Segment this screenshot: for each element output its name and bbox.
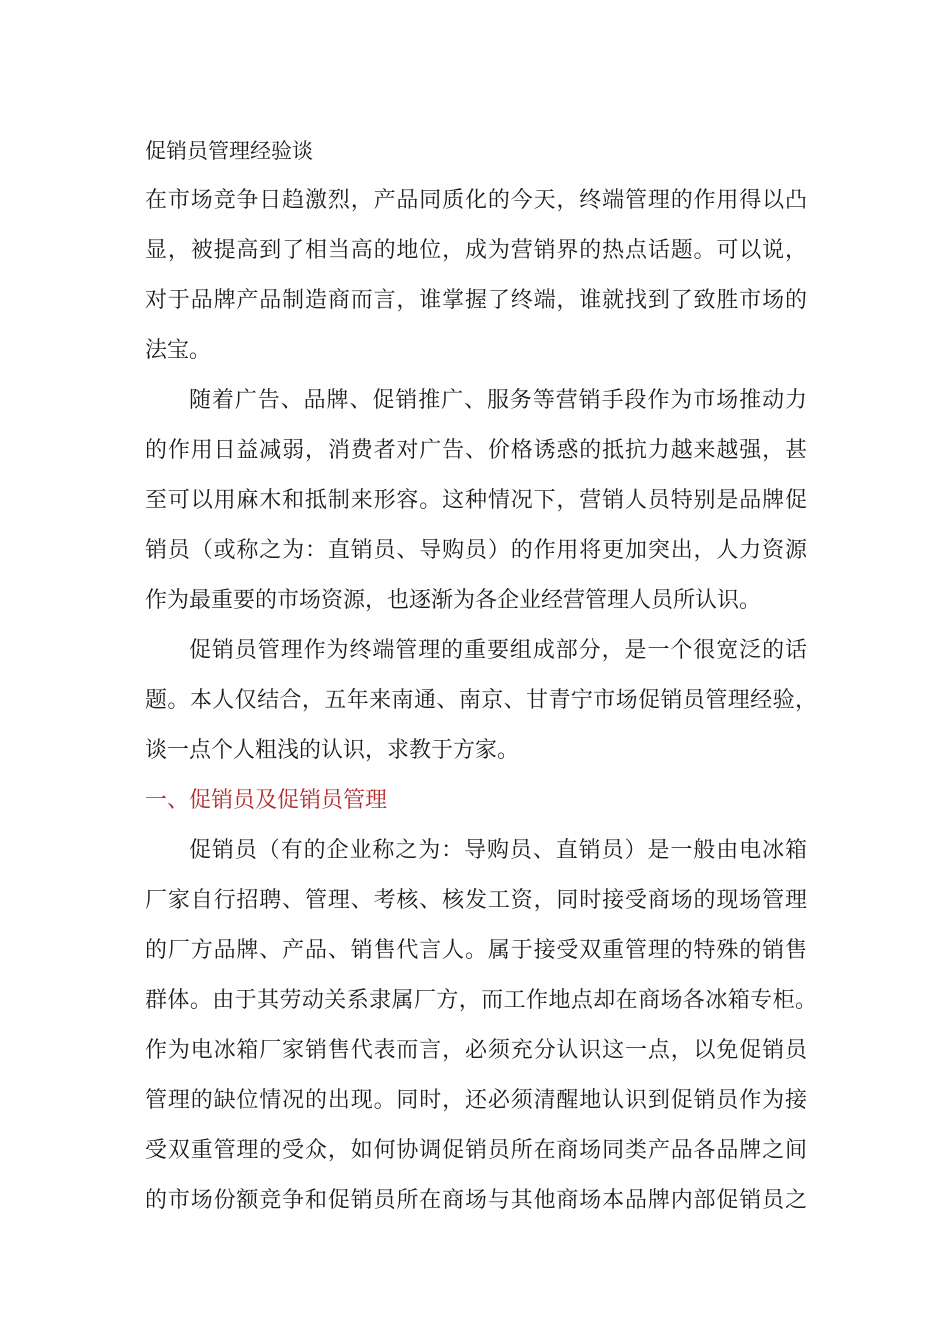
paragraph-line: 促销员管理作为终端管理的重要组成部分，是一个很宽泛的话 — [189, 638, 807, 663]
paragraph-line: 作为电冰箱厂家销售代表而言，必须充分认识这一点，以免促销员 — [145, 1038, 807, 1063]
paragraph-line: 群体。由于其劳动关系隶属厂方，而工作地点却在商场各冰箱专柜。 — [145, 988, 817, 1013]
paragraph-line: 对于品牌产品制造商而言，谁掌握了终端，谁就找到了致胜市场的 — [145, 288, 807, 313]
paragraph-line: 题。本人仅结合，五年来南通、南京、甘青宁市场促销员管理经验， — [145, 688, 817, 713]
paragraph-line: 谈一点个人粗浅的认识，求教于方家。 — [145, 738, 520, 763]
paragraph-line: 厂家自行招聘、管理、考核、核发工资，同时接受商场的现场管理 — [145, 888, 807, 913]
paragraph-line: 至可以用麻木和抵制来形容。这种情况下，营销人员特别是品牌促 — [145, 488, 807, 513]
paragraph-line: 作为最重要的市场资源，也逐渐为各企业经营管理人员所认识。 — [145, 588, 762, 613]
paragraph-line: 销员（或称之为：直销员、导购员）的作用将更加突出，人力资源 — [145, 538, 807, 563]
paragraph-line: 受双重管理的受众，如何协调促销员所在商场同类产品各品牌之间 — [145, 1138, 807, 1163]
document-title: 促销员管理经验谈 — [145, 139, 313, 163]
paragraph-line: 在市场竞争日趋激烈，产品同质化的今天，终端管理的作用得以凸 — [145, 188, 807, 213]
paragraph-line: 的作用日益减弱，消费者对广告、价格诱惑的抵抗力越来越强，甚 — [145, 438, 807, 463]
paragraph-line: 的市场份额竞争和促销员所在商场与其他商场本品牌内部促销员之 — [145, 1188, 807, 1213]
paragraph-line: 随着广告、品牌、促销推广、服务等营销手段作为市场推动力 — [189, 388, 807, 413]
section-heading: 一、促销员及促销员管理 — [145, 788, 388, 813]
paragraph-line: 法宝。 — [145, 338, 212, 363]
paragraph-line: 管理的缺位情况的出现。同时，还必须清醒地认识到促销员作为接 — [145, 1088, 807, 1113]
paragraph-line: 的厂方品牌、产品、销售代言人。属于接受双重管理的特殊的销售 — [145, 938, 807, 963]
paragraph-line: 显，被提高到了相当高的地位，成为营销界的热点话题。可以说， — [145, 238, 807, 263]
paragraph-line: 促销员（有的企业称之为：导购员、直销员）是一般由电冰箱 — [189, 838, 807, 863]
